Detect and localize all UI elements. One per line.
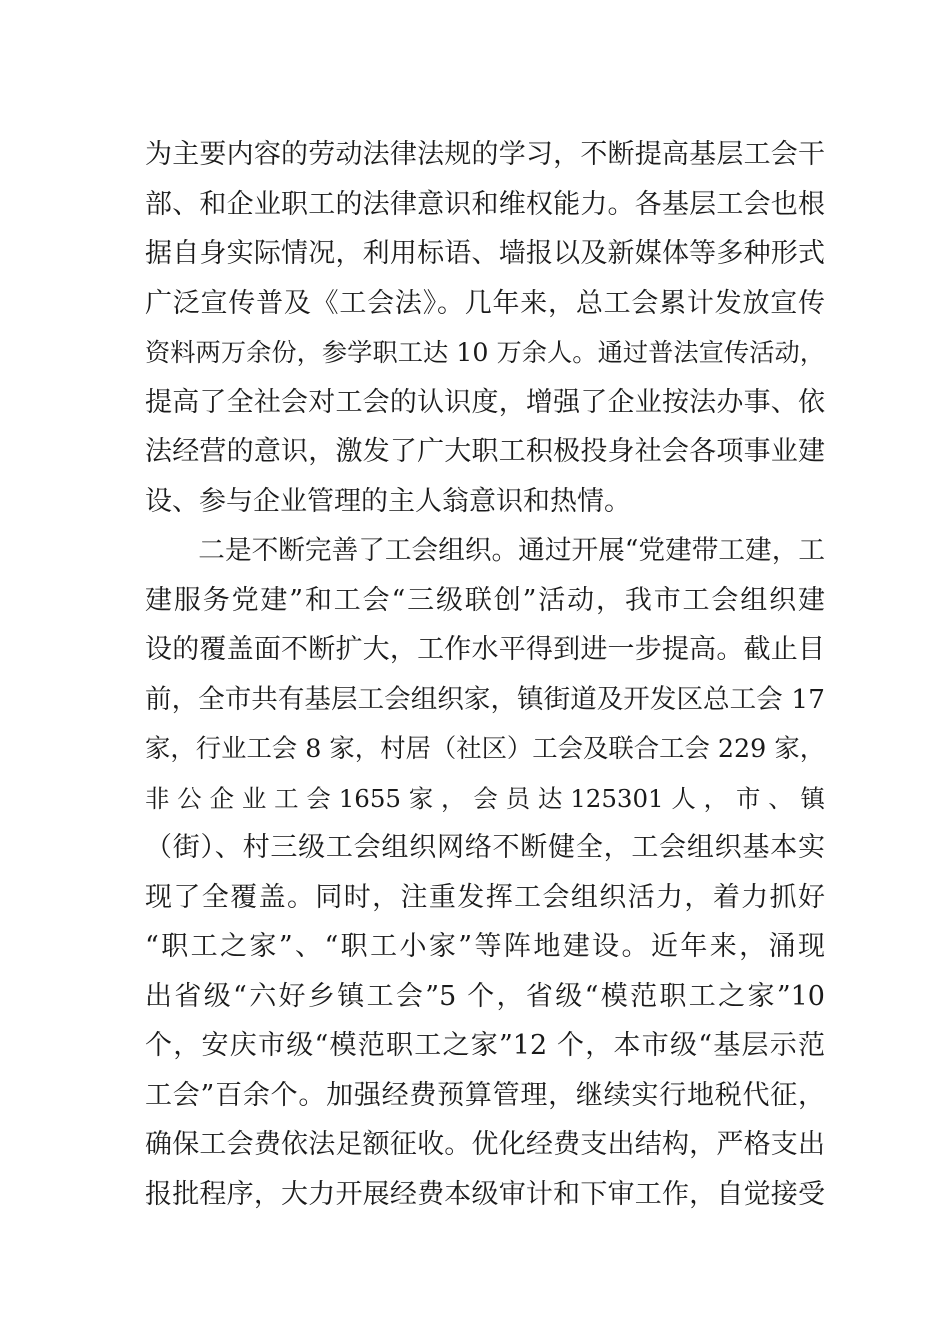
text-line: 法经营的意识，激发了广大职工积极投身社会各项事业建 [145, 436, 825, 467]
text-line: 部、和企业职工的法律意识和维权能力。各基层工会也根 [145, 188, 825, 220]
text-line: 设、参与企业管理的主人翁意识和热情。 [145, 485, 631, 517]
text-line: 提高了全社会对工会的认识度，增强了企业按法办事、依 [145, 386, 825, 418]
text-line: 报批程序，大力开展经费本级审计和下审工作，自觉接受 [145, 1178, 825, 1210]
text-line: 确保工会费依法足额征收。优化经费支出结构，严格支出 [145, 1129, 825, 1160]
text-line: 据自身实际情况，利用标语、墙报以及新媒体等多种形式 [145, 238, 825, 269]
text-line: 工会”百余个。加强经费预算管理，继续实行地税代征， [145, 1079, 825, 1111]
text-line: 二是不断完善了工会组织。通过开展“党建带工建，工 [145, 535, 825, 566]
text-line: 出省级“六好乡镇工会”5 个，省级“模范职工之家”10 [145, 980, 825, 1012]
text-line: 建服务党建”和工会“三级联创”活动，我市工会组织建 [145, 584, 825, 616]
text-line: “职工之家”、“职工小家”等阵地建设。近年来，涌现 [145, 931, 825, 962]
text-line: 家，行业工会 8 家，村居（社区）工会及联合工会 229 家， [145, 733, 826, 763]
text-line: 资料两万余份，参学职工达 10 万余人。通过普法宣传活动， [145, 338, 825, 367]
text-line: 为主要内容的劳动法律法规的学习，不断提高基层工会干 [145, 139, 825, 170]
body-text [145, 130, 825, 1219]
text-line: 设的覆盖面不断扩大，工作水平得到进一步提高。截止目 [145, 634, 825, 665]
text-line: 广泛宣传普及《工会法》。几年来，总工会累计发放宣传 [145, 287, 825, 319]
text-line: 个，安庆市级“模范职工之家”12 个，本市级“基层示范 [145, 1030, 825, 1061]
text-line: 前，全市共有基层工会组织家，镇街道及开发区总工会 17 [145, 683, 825, 715]
text-line: 非 公 企 业 工 会 1655 家 ， 会 员 达 125301 人 ， 市 、 镇 [145, 783, 825, 813]
text-line: 现了全覆盖。同时，注重发挥工会组织活力，着力抓好 [145, 881, 825, 913]
text-line: （街）、村三级工会组织网络不断健全，工会组织基本实 [145, 832, 825, 863]
